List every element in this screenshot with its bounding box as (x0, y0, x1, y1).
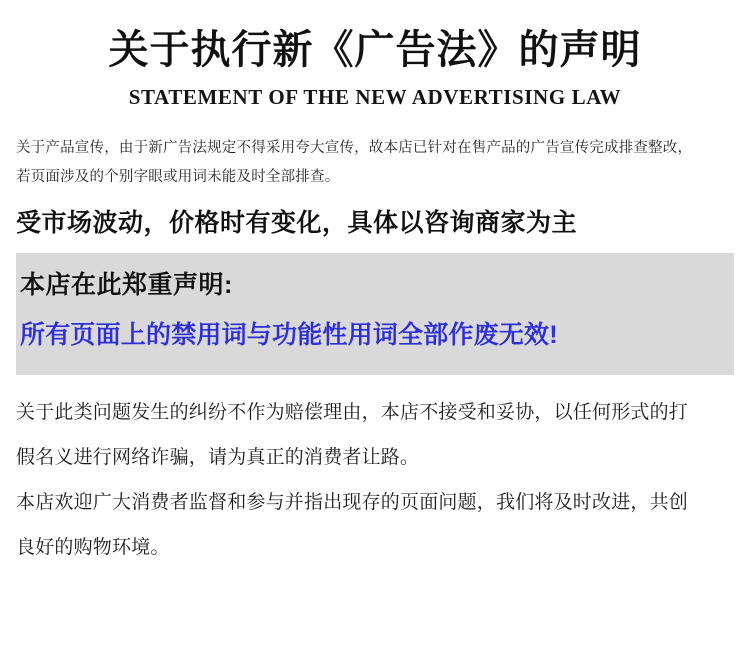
statement-page (0, 26, 750, 645)
solemn-declaration-heading: 本店在此郑重声明: (20, 271, 233, 300)
body-paragraph-1-line-2: 假名义进行网络诈骗，请为真正的消费者让路。 (16, 447, 420, 469)
page-title-chinese: 关于执行新《广告法》的声明 (108, 27, 642, 72)
body-paragraph-1-line-1: 关于此类问题发生的纠纷不作为赔偿理由，本店不接受和妥协，以任何形式的打 (16, 402, 689, 423)
page-title-english: STATEMENT OF THE NEW ADVERTISING LAW (128, 85, 622, 109)
body-paragraphs (16, 395, 734, 566)
intro-paragraph (16, 134, 734, 192)
body-paragraph-2-line-1: 本店欢迎广大消费者监督和参与并指出现存的页面问题，我们将及时改进，共创 (16, 492, 689, 514)
highlight-statement-block (16, 253, 734, 375)
intro-line-2: 若页面涉及的个别字眼或用词未能及时全部排查。 (16, 169, 340, 186)
intro-line-1: 关于产品宣传，由于新广告法规定不得采用夸大宣传，故本店已针对在售产品的广告宣传完成排查整改， (16, 140, 693, 157)
body-paragraph-2-line-2: 良好的购物环境。 (16, 537, 170, 559)
blue-invalid-terms-statement: 所有页面上的禁用词与功能性用词全部作废无效! (20, 320, 558, 349)
market-fluctuation-notice: 受市场波动，价格时有变化，具体以咨询商家为主 (16, 209, 578, 238)
